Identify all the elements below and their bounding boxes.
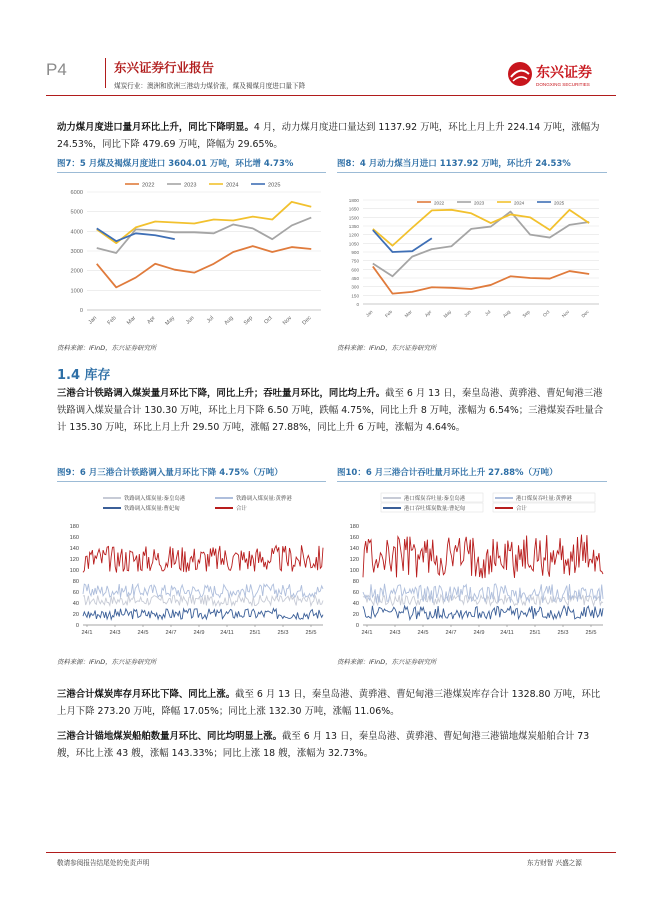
- header-rule: [46, 95, 616, 96]
- legend-label: 2023: [184, 182, 197, 189]
- logo-text: 东兴证券: [536, 65, 592, 81]
- y-tick-label: 3000: [70, 249, 83, 255]
- x-tick-label: Apr: [146, 315, 157, 326]
- legend-label: 2024: [514, 200, 525, 206]
- x-tick-label: Nov: [560, 309, 571, 319]
- y-tick-label: 0: [356, 302, 359, 307]
- x-tick-label: Jun: [185, 315, 196, 326]
- series-line-合计: [363, 535, 603, 579]
- legend-label: 铁路调入煤炭量:黄骅港: [236, 496, 292, 503]
- paragraph-rail: 三港合计铁路调入煤炭量月环比下降，同比上升；吞吐量月环比，同比均上升。截至 6 月 13 日，秦皇岛港、黄骅港、曹妃甸港三港铁路调入煤炭量合计 130.30 万吨，环比上月下降 6.50 万吨，跌幅 4.75%，同比上升 8 万吨，涨幅为 6.54%；三港煤炭吞吐量合计 135.30 万吨，环比上月上升 29.50 万吨，涨幅 27.88%，同比上升 6 万吨，涨幅为 4.64%。: [57, 388, 604, 433]
- y-tick-label: 1000: [70, 288, 83, 295]
- x-tick-label: 24/11: [500, 630, 514, 636]
- x-tick-label: 24/5: [417, 630, 429, 636]
- fig9-chart: [57, 488, 327, 643]
- footer-slogan: 东方财智 兴盛之源: [527, 859, 582, 867]
- report-title: 东兴证券行业报告: [114, 60, 215, 75]
- logo-en-text: DONGXING SECURITIES: [536, 82, 590, 87]
- y-tick-label: 120: [69, 557, 79, 563]
- y-tick-label: 450: [351, 276, 359, 281]
- x-tick-label: May: [164, 315, 177, 327]
- y-tick-label: 80: [72, 579, 79, 585]
- x-tick-label: Jan: [87, 315, 99, 326]
- y-tick-label: 140: [349, 546, 359, 552]
- legend-label: 铁路调入煤炭量:曹妃甸: [124, 506, 180, 513]
- y-tick-label: 1500: [348, 215, 359, 221]
- x-tick-label: Oct: [541, 309, 551, 318]
- y-tick-label: 0: [75, 623, 79, 629]
- y-tick-label: 1650: [348, 206, 359, 212]
- x-tick-label: Jul: [483, 309, 492, 317]
- y-tick-label: 160: [69, 535, 79, 541]
- series-line-铁路调入煤炭量:黄骅港: [83, 584, 323, 598]
- x-tick-label: 25/5: [585, 630, 597, 636]
- fig7-rule: [57, 172, 326, 173]
- y-tick-label: 0: [79, 308, 83, 314]
- y-tick-label: 150: [351, 293, 359, 299]
- y-tick-label: 600: [351, 267, 359, 273]
- x-tick-label: 25/3: [557, 630, 569, 636]
- y-tick-label: 20: [352, 612, 359, 618]
- x-tick-label: Aug: [501, 309, 512, 319]
- fig7-chart: [57, 178, 327, 330]
- y-tick-label: 160: [349, 535, 359, 541]
- report-subtitle: 煤炭行业：澳洲和欧洲三港动力煤价涨，煤及褐煤月度进口量下降: [114, 82, 306, 90]
- y-tick-label: 40: [352, 601, 359, 607]
- header-divider: [105, 58, 106, 88]
- legend-label: 合计: [516, 506, 527, 513]
- series-line-港口吞吐煤炭数量:曹妃甸: [363, 606, 603, 620]
- y-tick-label: 60: [72, 590, 79, 596]
- x-tick-label: Sep: [242, 315, 255, 327]
- legend-label: 2022: [434, 200, 445, 206]
- fig10-chart: [337, 488, 607, 643]
- x-tick-label: Sep: [521, 309, 531, 319]
- fig10-rule: [337, 481, 607, 482]
- x-tick-label: Feb: [106, 315, 118, 327]
- y-tick-label: 20: [72, 612, 79, 618]
- fig8-chart: [337, 178, 607, 330]
- x-tick-label: 24/1: [81, 630, 93, 636]
- y-tick-label: 180: [69, 524, 79, 530]
- fig10-source: 资料来源：iFinD，东兴证券研究所: [337, 658, 437, 666]
- fig10-title: 图10：6 月三港合计吞吐量月环比上升 27.88%（万吨）: [337, 468, 558, 478]
- x-tick-label: Mar: [403, 309, 413, 319]
- fig9-source: 资料来源：iFinD，东兴证券研究所: [57, 658, 157, 666]
- series-line-港口煤炭吞吐量:秦皇岛港: [363, 595, 603, 606]
- section-heading: 1.4 库存: [57, 368, 111, 383]
- series-line-2023: [373, 212, 589, 277]
- y-tick-label: 750: [351, 258, 359, 264]
- x-tick-label: 24/3: [389, 630, 401, 636]
- y-tick-label: 100: [349, 568, 359, 574]
- y-tick-label: 0: [355, 623, 359, 629]
- fig8-title: 图8：4 月动力煤当月进口 1137.92 万吨，环比升 24.53%: [337, 159, 571, 169]
- x-tick-label: Jul: [205, 315, 216, 325]
- series-line-2022: [97, 246, 312, 287]
- x-tick-label: Aug: [223, 315, 235, 327]
- fig9-title: 图9：6 月三港合计铁路调入量月环比下降 4.75%（万吨）: [57, 468, 283, 478]
- x-tick-label: Jun: [463, 309, 472, 318]
- legend-label: 2024: [226, 182, 239, 189]
- x-tick-label: 25/1: [529, 630, 541, 636]
- legend-label: 港口吞吐煤炭数量:曹妃甸: [404, 506, 466, 513]
- legend-label: 港口煤炭吞吐量:黄骅港: [516, 496, 572, 503]
- footer-disclaimer: 敬请参阅报告结尾处的免责声明: [57, 859, 150, 867]
- x-tick-label: 24/5: [137, 630, 149, 636]
- page-number: P4: [46, 60, 67, 79]
- x-tick-label: 25/1: [249, 630, 261, 636]
- legend-label: 2022: [142, 182, 155, 189]
- fig9-rule: [57, 481, 326, 482]
- x-tick-label: Mar: [126, 315, 138, 327]
- y-tick-label: 180: [349, 524, 359, 530]
- legend-label: 2023: [474, 200, 485, 206]
- x-tick-label: 24/1: [361, 630, 373, 636]
- x-tick-label: May: [442, 309, 453, 319]
- x-tick-label: Nov: [281, 315, 294, 327]
- series-line-2022: [373, 266, 589, 293]
- y-tick-label: 140: [69, 546, 79, 552]
- footer-rule: [46, 852, 616, 853]
- company-logo: [506, 60, 614, 90]
- y-tick-label: 100: [69, 568, 79, 574]
- y-tick-label: 2000: [70, 268, 83, 275]
- x-tick-label: 25/5: [305, 630, 317, 636]
- fig7-title: 图7：5 月煤及褐煤月度进口 3604.01 万吨，环比增 4.73%: [57, 159, 294, 169]
- x-tick-label: Feb: [384, 309, 394, 319]
- fig8-rule: [337, 172, 607, 173]
- paragraph-import: 动力煤月度进口量月环比上升，同比下降明显。4 月，动力煤月度进口量达到 1137.92 万吨，环比上月上升 224.14 万吨，涨幅为 24.53%，同比下降 479.69 万吨，降幅为 29.65%。: [57, 122, 600, 150]
- legend-label: 2025: [268, 182, 281, 189]
- x-tick-label: Dec: [580, 309, 590, 319]
- x-tick-label: 24/11: [220, 630, 234, 636]
- y-tick-label: 1050: [348, 241, 359, 247]
- paragraph-inventory: 三港合计煤炭库存月环比下降、同比上涨。截至 6 月 13 日，秦皇岛港、黄骅港、曹妃甸港三港煤炭库存合计 1328.80 万吨，环比上月下降 273.20 万吨，降幅 17.05%；同比上涨 132.30 万吨，涨幅 11.06%。: [57, 689, 601, 717]
- series-line-港口煤炭吞吐量:黄骅港: [363, 584, 603, 603]
- y-tick-label: 6000: [70, 190, 83, 196]
- x-tick-label: Oct: [263, 315, 274, 326]
- y-tick-label: 40: [72, 601, 79, 607]
- y-tick-label: 5000: [70, 209, 83, 216]
- legend-label: 港口煤炭吞吐量:秦皇岛港: [404, 496, 466, 503]
- fig8-source: 资料来源：iFinD，东兴证券研究所: [337, 344, 437, 352]
- y-tick-label: 60: [352, 590, 359, 596]
- y-tick-label: 120: [349, 557, 359, 563]
- series-line-合计: [83, 545, 323, 572]
- y-tick-label: 4000: [70, 229, 83, 236]
- y-tick-label: 900: [351, 250, 359, 255]
- x-tick-label: Apr: [423, 309, 433, 318]
- x-tick-label: 24/3: [109, 630, 121, 636]
- x-tick-label: Jan: [364, 309, 374, 318]
- y-tick-label: 1800: [348, 198, 359, 203]
- paragraph-anchorage: 三港合计锚地煤炭船舶数量月环比、同比均明显上涨。截至 6 月 13 日，秦皇岛港、黄骅港、曹妃甸港三港锚地煤炭船舶合计 73 艘，环比上涨 43 艘，涨幅 143.33%；同比上涨 18 艘，涨幅为 32.73%。: [57, 731, 590, 759]
- series-line-铁路调入煤炭量:秦皇岛港: [83, 595, 323, 606]
- x-tick-label: Dec: [301, 315, 313, 327]
- fig7-source: 资料来源：iFinD，东兴证券研究所: [57, 344, 157, 352]
- x-tick-label: 24/7: [445, 630, 457, 636]
- legend-label: 合计: [236, 506, 247, 513]
- series-line-2025: [373, 230, 432, 252]
- x-tick-label: 24/9: [193, 630, 205, 636]
- legend-label: 2025: [554, 200, 565, 206]
- y-tick-label: 1200: [348, 232, 359, 238]
- x-tick-label: 24/9: [473, 630, 485, 636]
- legend-label: 铁路调入煤炭量:秦皇岛港: [124, 496, 186, 503]
- series-line-铁路调入煤炭量:曹妃甸: [83, 609, 323, 620]
- x-tick-label: 24/7: [165, 630, 177, 636]
- y-tick-label: 300: [351, 284, 359, 290]
- y-tick-label: 1350: [348, 224, 359, 229]
- x-tick-label: 25/3: [277, 630, 289, 636]
- y-tick-label: 80: [352, 579, 359, 585]
